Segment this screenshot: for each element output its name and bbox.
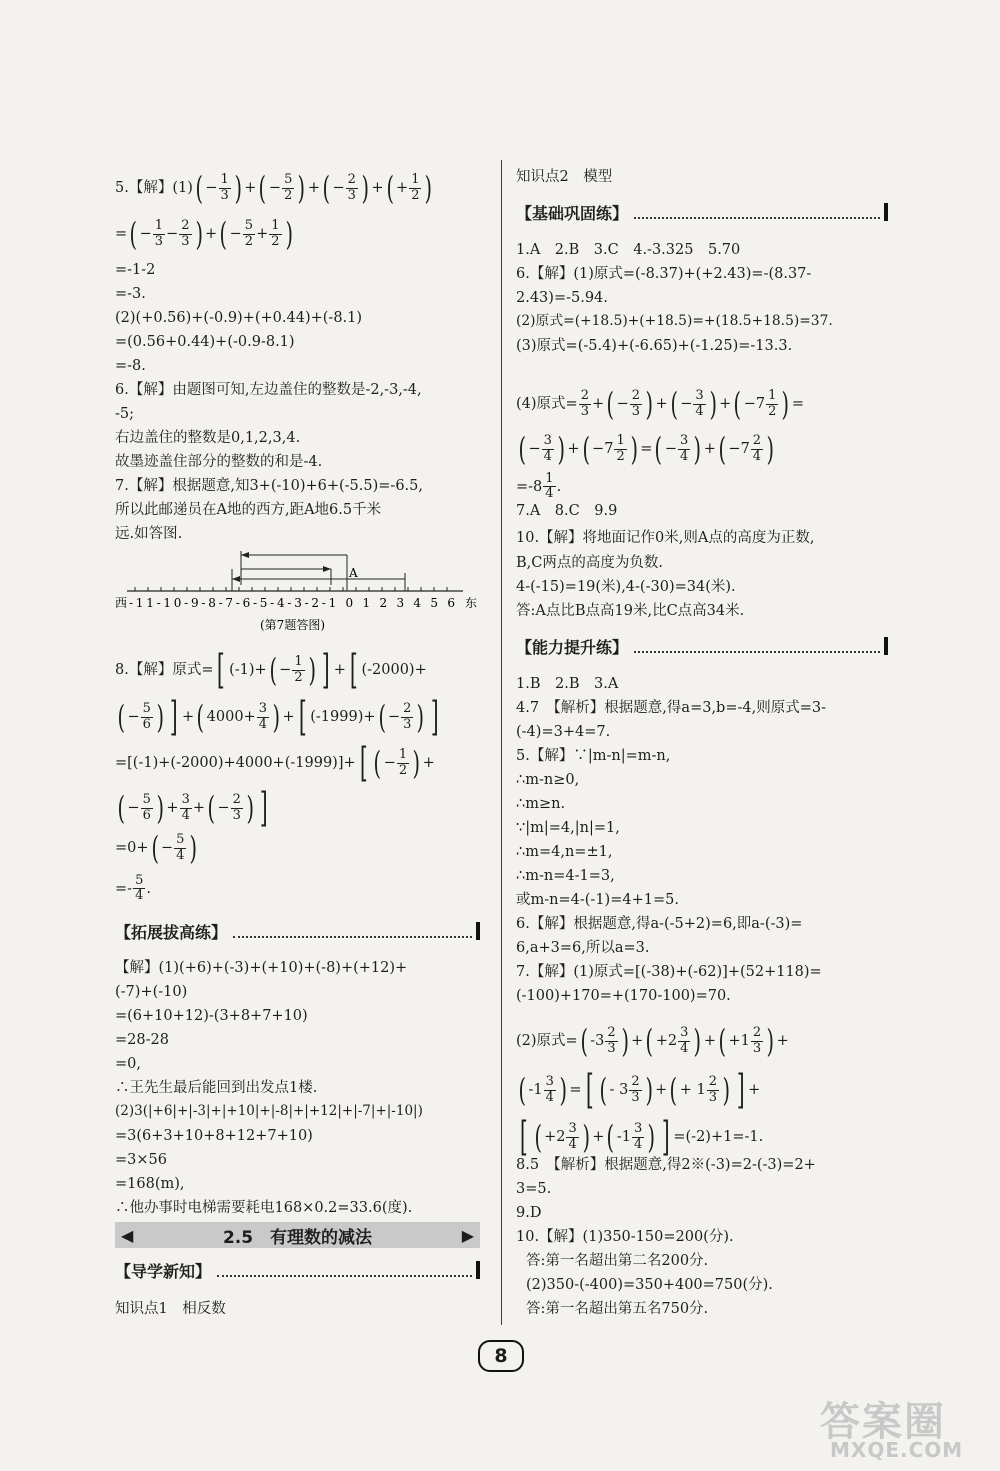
q5-line6: =(0.56+0.44)+(-0.9-8.1): [115, 334, 295, 350]
t-line4: =28-28: [115, 1032, 169, 1048]
q5-line1: 5.【解】(1)( − $\frac{1}{3}$ ) +( − $\frac{5}{2}$ ) +( − $\frac{2}{3}$ ) +( + $\frac{1}{2}$ ): [115, 169, 433, 207]
q7-line1: 7.【解】根据题意,知3+(-10)+6+(-5.5)=-6.5,: [115, 478, 423, 494]
n-line20: 9.D: [516, 1205, 542, 1221]
column-divider: [501, 160, 502, 1325]
page-number: 8: [478, 1340, 524, 1372]
n-line4: 5.【解】∵|m-n|=m-n,: [516, 748, 671, 764]
section-title: 2.5 有理数的减法: [222, 1227, 373, 1248]
r-line2: 6.【解】(1)原式=(-8.37)+(+2.43)=-(8.37-: [516, 266, 812, 282]
n-line22: 答:第一名超出第二名200分.: [526, 1253, 709, 1269]
r-line1: 1.A 2.B 3.C 4.-3.325 5.70: [516, 242, 741, 258]
q5-line4: =-3.: [115, 286, 146, 302]
n-line12: 6,a+3=6,所以a=3.: [516, 940, 650, 956]
t-line3: =(6+10+12)-(3+8+7+10): [115, 1008, 308, 1024]
n-line11: 6.【解】根据题意,得a-(-5+2)=6,即a-(-3)=: [516, 916, 803, 932]
q7-line2: 所以此邮递员在A地的西方,距A地6.5千米: [115, 502, 382, 518]
t-line6: ∴王先生最后能回到出发点1楼.: [115, 1080, 318, 1096]
n-line10: 或m-n=4-(-1)=4+1=5.: [516, 892, 679, 908]
n-line19: 3=5.: [516, 1181, 552, 1197]
t-line10: =168(m),: [115, 1176, 185, 1192]
number-line-figure: [115, 545, 487, 640]
figure-caption: (第7题答图): [260, 618, 325, 632]
q5-line7: =-8.: [115, 358, 146, 374]
knowledge-point-2: 知识点2 模型: [516, 169, 613, 185]
n-line5: ∴m-n≥0,: [516, 772, 580, 788]
n-line23: (2)350-(-400)=350+400=750(分).: [526, 1277, 773, 1293]
n-line24: 答:第一名超出第五名750分.: [526, 1301, 709, 1317]
q8-line6: =- $\frac{5}{4}$ .: [115, 873, 151, 904]
n-line9: ∴m-n=4-1=3,: [516, 868, 615, 884]
q5-line5: (2)(+0.56)+(-0.9)+(+0.44)+(-8.1): [115, 310, 363, 326]
t-line2: (-7)+(-10): [115, 984, 188, 1000]
n-line2: 4.7 【解析】根据题意,得a=3,b=-4,则原式=3-: [516, 700, 826, 716]
q8-line4: ( − $\frac{5}{6}$ ) + $\frac{3}{4}$ +( − $\frac{2}{3}$ ) ]: [117, 785, 269, 831]
r-line3: 2.43)=-5.94.: [516, 290, 608, 306]
q5-line3: =-1-2: [115, 262, 156, 278]
n-line1: 1.B 2.B 3.A: [516, 676, 619, 692]
q8-line5: =0+( − $\frac{5}{4}$ ): [115, 829, 198, 867]
r-line7: ( − $\frac{3}{4}$ ) +( −7 $\frac{1}{2}$ ) =( − $\frac{3}{4}$ ) +( −7 $\frac{2}{4}$ ): [518, 430, 775, 468]
q6-line1: 6.【解】由题图可知,左边盖住的整数是-2,-3,-4,: [115, 382, 422, 398]
axis-label-east: 东: [465, 596, 478, 610]
r-line13: 答:A点比B点高19米,比C点高34米.: [516, 603, 745, 619]
q5-line2: =( − $\frac{1}{3}$ − $\frac{2}{3}$ ) +( − $\frac{5}{2}$ + $\frac{1}{2}$ ): [115, 215, 293, 253]
r-line8: =-8 $\frac{1}{4}$ .: [516, 471, 562, 502]
q8-line3: =[(-1)+(-2000)+4000+(-1999)]+[ ( − $\frac{1}{2}$ ) +: [115, 740, 435, 786]
n-line18: 8.5 【解析】根据题意,得2※(-3)=2-(-3)=2+: [516, 1157, 816, 1173]
q8-line2: ( − $\frac{5}{6}$ ) ] +( 4000+ $\frac{3}{4}$ ) +[ (-1999)+( − $\frac{2}{3}$ ) ]: [117, 694, 439, 740]
t-line11: ∴他办事时电梯需要耗电168×0.2=33.6(度).: [115, 1200, 413, 1216]
q7-line3: 远.如答图.: [115, 526, 183, 542]
n-line7: ∵|m|=4,|n|=1,: [516, 820, 620, 836]
n-line14: (-100)+170=+(170-100)=70.: [516, 988, 731, 1004]
r-line6: (4)原式= $\frac{2}{3}$ +( − $\frac{2}{3}$ ) +( − $\frac{3}{4}$ ) +( −7 $\frac{1}{2}$ ) =: [516, 385, 805, 423]
knowledge-point-1: 知识点1 相反数: [115, 1301, 226, 1317]
axis-tick-labels: -11-10-9-8-7-6-5-4-3-2-1 0 1 2 3 4 5 6: [129, 596, 455, 610]
q6-line3: 右边盖住的整数是0,1,2,3,4.: [115, 430, 301, 446]
r-line4: (2)原式=(+18.5)+(+18.5)=+(18.5+18.5)=37.: [516, 313, 833, 329]
section-banner-2-5: [115, 1222, 480, 1248]
section-header-nengli: 【能力提升练】: [516, 633, 888, 659]
watermark-url: MXQE.COM: [830, 1438, 964, 1462]
r-line11: B,C两点的高度为负数.: [516, 555, 663, 571]
n-line6: ∴m≥n.: [516, 796, 566, 812]
watermark-logo: 答案圈: [820, 1399, 946, 1445]
n-line16: ( -1 $\frac{3}{4}$ ) =[ ( - 3 $\frac{2}{3}$ ) +( + 1 $\frac{2}{3}$ ) ] +: [518, 1067, 761, 1113]
axis-label-west: 西: [115, 596, 128, 610]
n-line21: 10.【解】(1)350-150=200(分).: [516, 1229, 734, 1245]
q6-line2: -5;: [115, 406, 135, 422]
n-line17: [ ( +2 $\frac{3}{4}$ ) +( -1 $\frac{3}{4}$ ) ] =(-2)+1=-1.: [519, 1114, 764, 1160]
section-header-tuozhan: 【拓展拔高练】: [115, 918, 480, 944]
q8-line1: 8.【解】原式=[ (-1)+( − $\frac{1}{2}$ ) ] +[ (-2000)+: [115, 647, 427, 693]
axis-label-a: A: [349, 566, 358, 580]
r-line10: 10.【解】将地面记作0米,则A点的高度为正数,: [516, 530, 815, 546]
section-header-daoxue: 【导学新知】: [115, 1257, 480, 1283]
t-line1: 【解】(1)(+6)+(-3)+(+10)+(-8)+(+12)+: [115, 960, 408, 976]
t-line7: (2)3(|+6|+|-3|+|+10|+|-8|+|+12|+|-7|+|-10|): [115, 1103, 423, 1119]
n-line3: (-4)=3+4=7.: [516, 724, 611, 740]
t-line5: =0,: [115, 1056, 141, 1072]
n-line8: ∴m=4,n=±1,: [516, 844, 613, 860]
right-triangle-icon: ▶: [461, 1225, 474, 1245]
q6-line4: 故墨迹盖住部分的整数的和是-4.: [115, 454, 323, 470]
t-line8: =3(6+3+10+8+12+7+10): [115, 1128, 313, 1144]
r-line5: (3)原式=(-5.4)+(-6.65)+(-1.25)=-13.3.: [516, 338, 793, 354]
r-line12: 4-(-15)=19(米),4-(-30)=34(米).: [516, 579, 736, 595]
n-line13: 7.【解】(1)原式=[(-38)+(-62)]+(52+118)=: [516, 964, 822, 980]
n-line15: (2)原式=( -3 $\frac{2}{3}$ ) +( +2 $\frac{3}{4}$ ) +( +1 $\frac{2}{3}$ ) +: [516, 1022, 789, 1060]
section-header-jichu: 【基础巩固练】: [516, 199, 888, 225]
t-line9: =3×56: [115, 1152, 167, 1168]
left-triangle-icon: ◀: [121, 1225, 134, 1245]
r-line9: 7.A 8.C 9.9: [516, 503, 618, 519]
